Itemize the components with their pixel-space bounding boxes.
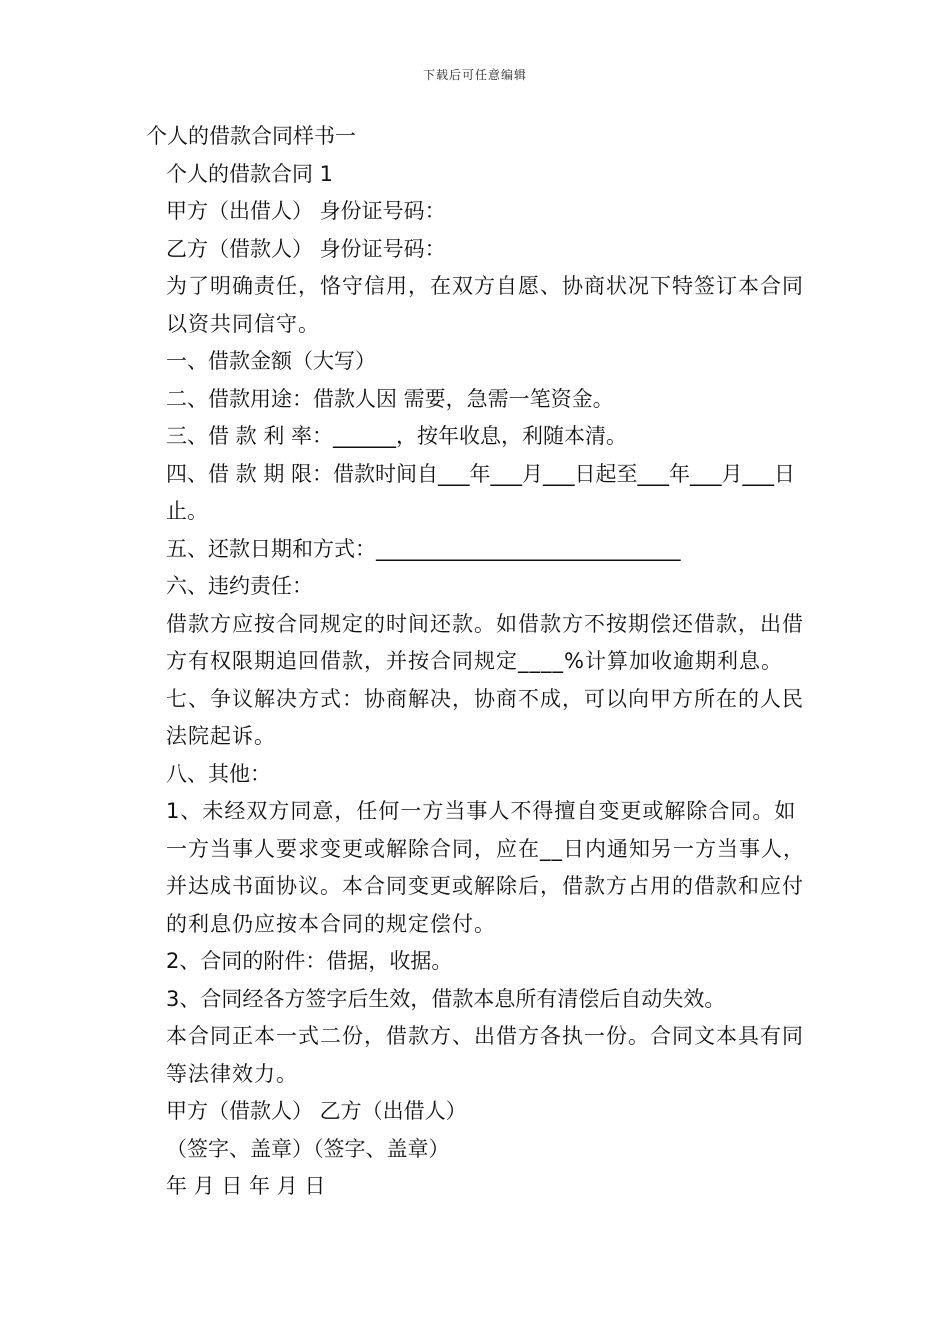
other-item-2: 2、合同的附件：借据，收据。 [166,949,453,973]
preamble-paragraph: 为了明确责任，恪守信用，在双方自愿、协商状况下特签订本合同以资共同信守。 [166,274,804,336]
party-a-line: 甲方（出借人） 身份证号码： [166,199,446,223]
clause-6-liability: 六、违约责任： [166,574,313,598]
document-title: 个人的借款合同样书一 [146,124,356,148]
liability-paragraph: 借款方应按合同规定的时间还款。如借款方不按期偿还借款，出借方有权限期追回借款，并按合同规定____%计算加收逾期利息。 [166,611,804,673]
party-b-line: 乙方（借款人） 身份证号码： [166,236,446,261]
header-note: 下载后可任意编辑 [422,68,527,82]
clause-2-purpose: 二、借款用途：借款人因 需要，急需一笔资金。 [166,386,614,411]
other-item-3: 3、合同经各方签字后生效，借款本息所有清偿后自动失效。 [166,986,726,1011]
signature-parties: 甲方（借款人） 乙方（出借人） [166,1099,467,1123]
signature-stamps: （签字、盖章）（签字、盖章） [166,1136,450,1161]
signature-dates: 年 月 日 年 月 日 [166,1174,326,1198]
clause-4-term: 四、借 款 期 限：借款时间自___年___月___日起至___年___月___日止。 [166,461,796,523]
clause-1-amount: 一、借款金额（大写） [166,349,376,373]
other-item-1: 1、未经双方同意，任何一方当事人不得擅自变更或解除合同。如一方当事人要求变更或解除合同，应在__日内通知另一方当事人，并达成书面协议。本合同变更或解除后，借款方占用的借款和应付的利息仍应按本合同的规定偿付。 [166,799,805,936]
clause-7-dispute: 七、争议解决方式：协商解决，协商不成，可以向甲方所在的人民法院起诉。 [166,686,804,748]
clause-8-other: 八、其他： [166,761,271,786]
copies-paragraph: 本合同正本一式二份，借款方、出借方各执一份。合同文本具有同等法律效力。 [166,1024,804,1086]
clause-3-rate: 三、借 款 利 率：______，按年收息，利随本清。 [166,424,628,448]
contract-heading: 个人的借款合同 1 [166,161,334,186]
clause-5-repayment: 五、还款日期和方式：_____________________________ [166,536,681,561]
document-body [146,118,806,1206]
